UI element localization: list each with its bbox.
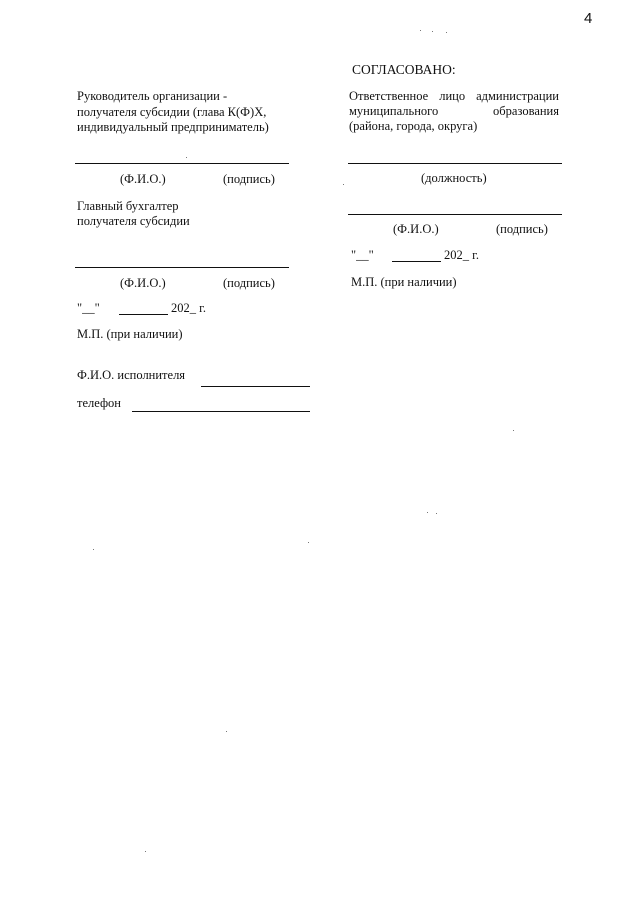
position-line — [348, 163, 562, 164]
left-date-year: 202_ г. — [171, 301, 206, 315]
phone-label: телефон — [77, 396, 121, 410]
official-title-line-2: муниципального образования — [349, 104, 559, 118]
head-signature-line — [75, 163, 289, 164]
page-number: 4 — [584, 10, 593, 27]
head-fio-label: (Ф.И.О.) — [120, 172, 166, 186]
right-stamp-label: М.П. (при наличии) — [351, 275, 457, 289]
accountant-fio-label: (Ф.И.О.) — [120, 276, 166, 290]
accountant-title-line-2: получателя субсидии — [77, 214, 190, 228]
left-date-month-line — [119, 314, 168, 315]
left-date-quote: "__" — [77, 301, 100, 315]
right-date-month-line — [392, 261, 441, 262]
right-date-quote: "__" — [351, 248, 374, 262]
head-title-line-3: индивидуальный предприниматель) — [77, 120, 269, 134]
head-title-line-2: получателя субсидии (глава К(Ф)Х, — [77, 105, 267, 119]
accountant-signature-line — [75, 267, 289, 268]
official-fio-label: (Ф.И.О.) — [393, 222, 439, 236]
executor-label: Ф.И.О. исполнителя — [77, 368, 186, 382]
left-stamp-label: М.П. (при наличии) — [77, 327, 183, 341]
official-signature-label: (подпись) — [496, 222, 548, 236]
executor-line — [201, 386, 310, 387]
accountant-title-line-1: Главный бухгалтер — [77, 199, 179, 213]
head-signature-label: (подпись) — [223, 172, 275, 186]
position-label: (должность) — [421, 171, 487, 185]
official-title-line-3: (района, города, округа) — [349, 119, 478, 133]
right-date-year: 202_ г. — [444, 248, 479, 262]
accountant-signature-label: (подпись) — [223, 276, 275, 290]
head-title-line-1: Руководитель организации - — [77, 89, 228, 103]
phone-line — [132, 411, 310, 412]
official-title-line-1: Ответственное лицо администрации — [349, 89, 559, 103]
agreed-heading: СОГЛАСОВАНО: — [352, 62, 456, 77]
official-signature-line — [348, 214, 562, 215]
